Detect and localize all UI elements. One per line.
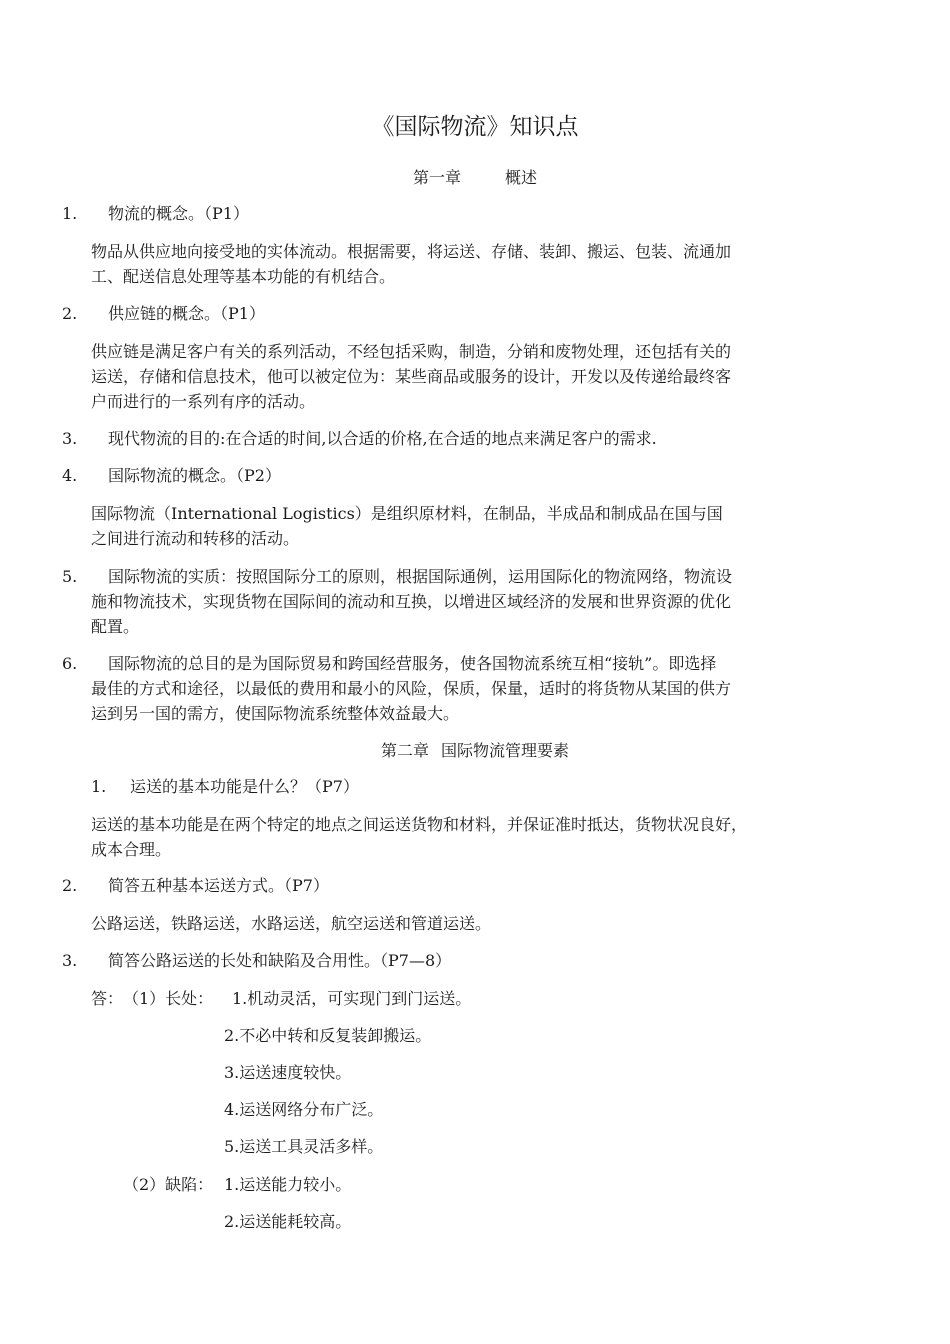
- answer-line: 户而进行的一系列有序的活动。: [91, 392, 316, 411]
- answer-line: 成本合理。: [91, 840, 172, 859]
- answer-line: 国际物流（International Logistics）是组织原材料，在制品，半成品和制成品在国与国: [91, 504, 723, 523]
- advantage-item: 4.运送网络分布广泛。: [224, 1100, 384, 1119]
- disadvantage-item: 1.运送能力较小。: [224, 1175, 352, 1194]
- ch1-item-4-answer: [91, 501, 871, 551]
- ch1-item-2-answer: [91, 339, 871, 414]
- ch1-item-3-text: 现代物流的目的:在合适的时间,以合适的价格,在合适的地点来满足客户的需求.: [108, 429, 657, 448]
- ch2-item-1-answer: [91, 812, 881, 862]
- ch2-item-2-number: 2.: [62, 876, 78, 895]
- advantage-item: 5.运送工具灵活多样。: [224, 1137, 384, 1156]
- answer-line: 之间进行流动和转移的活动。: [91, 529, 300, 548]
- ch1-item-3-number: 3.: [62, 429, 78, 448]
- document-title: 《国际物流》知识点: [371, 114, 579, 140]
- item-line: 运到另一国的需方，使国际物流系统整体效益最大。: [91, 704, 460, 723]
- chapter-2-heading: [0, 738, 950, 761]
- ch1-item-1-question: 物流的概念。（P1）: [108, 204, 249, 223]
- advantage-item: 2.不必中转和反复装卸搬运。: [224, 1026, 432, 1045]
- ch1-item-4-question: 国际物流的概念。（P2）: [108, 466, 281, 485]
- disadvantage-item: 2.运送能耗较高。: [224, 1212, 352, 1231]
- advantages-label: （1）长处：: [123, 989, 214, 1008]
- chapter-2-name: 国际物流管理要素: [441, 741, 570, 760]
- advantage-item: 3.运送速度较快。: [224, 1063, 352, 1082]
- chapter-2-label: 第二章: [380, 741, 429, 760]
- item-line: 施和物流技术，实现货物在国际间的流动和互换，以增进区域经济的发展和世界资源的优化: [91, 592, 732, 611]
- answer-line: 物品从供应地向接受地的实体流动。根据需要，将运送、存储、装卸、搬运、包装、流通加: [91, 242, 732, 261]
- ch1-item-1-answer: [91, 239, 871, 289]
- ch1-item-2-question: 供应链的概念。（P1）: [108, 304, 265, 323]
- answer-line: 工、配送信息处理等基本功能的有机结合。: [91, 267, 396, 286]
- ch2-item-2-question: 简答五种基本运送方式。（P7）: [108, 876, 329, 895]
- answer-line: 运送，存储和信息技术，他可以被定位为：某些商品或服务的设计，开发以及传递给最终客: [91, 367, 732, 386]
- ch2-item-3-number: 3.: [62, 951, 78, 970]
- chapter-1-name: 概述: [505, 168, 538, 187]
- item-line: 最佳的方式和途径，以最低的费用和最小的风险，保质，保量，适时的将货物从某国的供方: [91, 679, 732, 698]
- answer-line: 供应链是满足客户有关的系列活动，不经包括采购，制造，分销和废物处理，还包括有关的: [91, 342, 732, 361]
- item-line: 配置。: [91, 617, 140, 636]
- item-line: 国际物流的总目的是为国际贸易和跨国经营服务，使各国物流系统互相“接轨”。即选择: [108, 654, 717, 673]
- ch1-item-5-number: 5.: [62, 567, 78, 586]
- ch1-item-6-text: [91, 651, 871, 726]
- ch1-item-1-number: 1.: [62, 204, 78, 223]
- chapter-1-heading: [0, 165, 950, 188]
- answer-line: 运送的基本功能是在两个特定的地点之间运送货物和材料，并保证准时抵达，货物状况良好，: [91, 815, 748, 834]
- item-line: 国际物流的实质：按照国际分工的原则，根据国际通例，运用国际化的物流网络，物流设: [108, 567, 733, 586]
- ch1-item-4-number: 4.: [62, 466, 78, 485]
- ch2-item-1-question: 运送的基本功能是什么？（P7）: [130, 777, 359, 796]
- ch1-item-6-number: 6.: [62, 654, 78, 673]
- disadvantages-label: （2）缺陷：: [123, 1175, 214, 1194]
- ch1-item-5-text: [91, 564, 871, 639]
- ch1-item-2-number: 2.: [62, 304, 78, 323]
- advantage-item: 1.机动灵活，可实现门到门运送。: [232, 989, 472, 1008]
- ch2-item-1-number: 1.: [91, 777, 107, 796]
- ch2-item-3-question: 简答公路运送的长处和缺陷及合用性。（P7—8）: [108, 951, 452, 970]
- chapter-1-label: 第一章: [412, 168, 461, 187]
- answer-prefix: 答：: [91, 989, 124, 1008]
- ch2-item-2-answer: 公路运送，铁路运送，水路运送，航空运送和管道运送。: [91, 914, 492, 933]
